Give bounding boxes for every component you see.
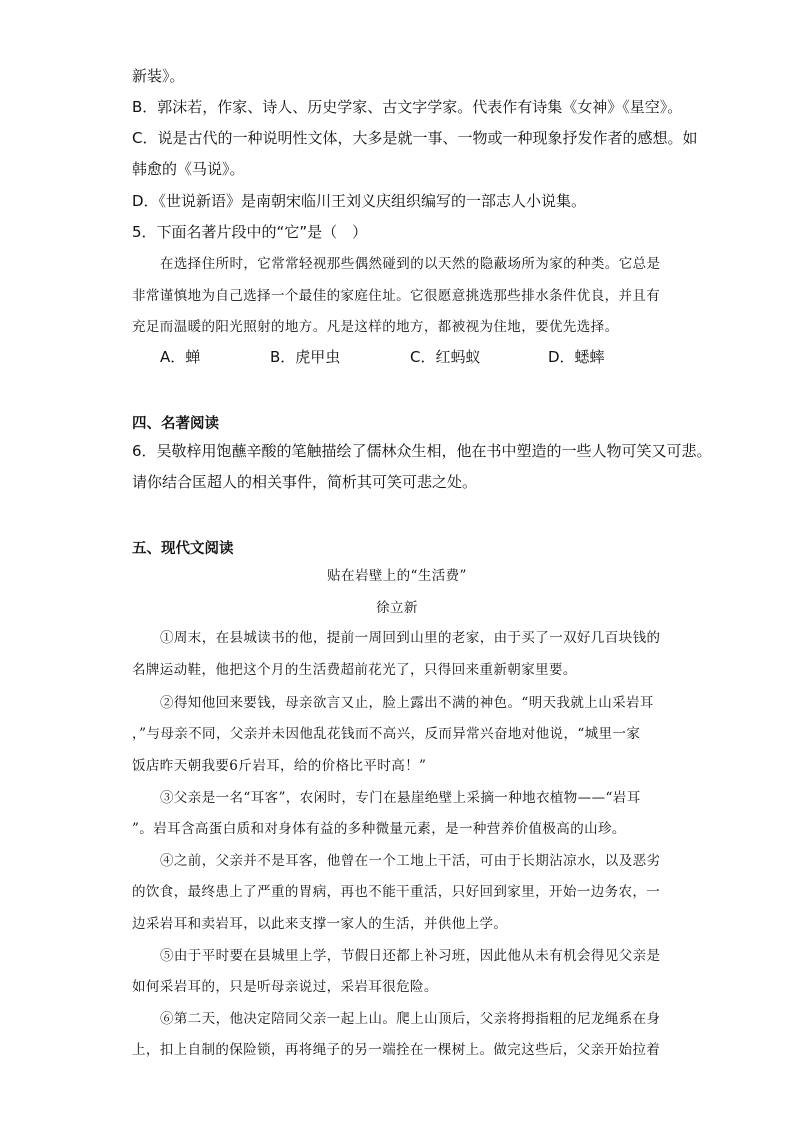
section-4-heading: 四、名著阅读 — [132, 416, 219, 432]
article-paragraph-line: ④之前，父亲并不是耳客，他曾在一个工地上干活，可由于长期沾凉水，以及恶劣 — [160, 853, 661, 869]
article-paragraph-line: 饭店昨天朝我要6斤岩耳，给的价格比平时高！” — [132, 758, 427, 774]
q5-passage-line-2: 非常谨慎地为自己选择一个最佳的家庭住址。它很愿意挑选那些排水条件优良，并且有 — [132, 288, 661, 304]
question-6-line-1: 6．吴敬梓用饱蘸辛酸的笔触描绘了儒林众生相，他在书中塑造的一些人物可笑又可悲。 — [132, 442, 712, 460]
article-paragraph-line: ②得知他回来要钱，母亲欲言又止，脸上露出不满的神色。“明天我就上山采岩耳 — [160, 695, 654, 711]
option-b: B．郭沫若，作家、诗人、历史学家、古文字学家。代表作有诗集《女神》《星空》。 — [132, 98, 683, 116]
article-title: 贴在岩壁上的“生活费” — [327, 568, 467, 584]
q5-options — [160, 346, 640, 368]
question-6-line-2: 请你结合匡超人的相关事件，简析其可笑可悲之处。 — [132, 473, 478, 491]
option-a-tail: 新装》。 — [132, 67, 185, 85]
option-d: D．《世说新语》是南朝宋临川王刘义庆组织编写的一部志人小说集。 — [132, 192, 587, 210]
article-paragraph-line: 名牌运动鞋，他把这个月的生活费超前花光了，只得回来重新朝家里要。 — [132, 662, 577, 678]
article-paragraph-line: ①周末，在县城读书的他，提前一周回到山里的老家，由于买了一双好几百块钱的 — [160, 630, 661, 646]
option-c-line-1: C．说是古代的一种说明性文体，大多是就一事、一物或一种现象抒发作者的感想。如 — [132, 129, 698, 147]
article-paragraph-line: 上，扣上自制的保险锁，再将绳子的另一端拴在一棵树上。做完这些后，父亲开始拉着 — [132, 1042, 661, 1058]
q5-option-c[interactable]: C．红蚂蚁 — [410, 348, 481, 366]
article-paragraph-line: ，”与母亲不同，父亲并未因他乱花钱而不高兴，反而异常兴奋地对他说，“城里一家 — [132, 726, 641, 742]
section-5-heading: 五、现代文阅读 — [132, 541, 234, 557]
question-5-stem: 5．下面名著片段中的“它”是（ ） — [132, 223, 368, 241]
article-author: 徐立新 — [376, 600, 418, 616]
q5-option-a[interactable]: A．蝉 — [160, 348, 201, 366]
article-paragraph-line: ”。岩耳含高蛋白质和对身体有益的多种微量元素，是一种营养价值极高的山珍。 — [132, 821, 626, 837]
q5-passage-line-3: 充足而温暖的阳光照射的地方。凡是这样的地方，都被视为住地，要优先选择。 — [132, 319, 619, 335]
article-paragraph-line: ⑤由于平时要在县城里上学，节假日还都上补习班，因此他从未有机会得见父亲是 — [160, 948, 661, 964]
q5-option-b[interactable]: B．虎甲虫 — [270, 348, 341, 366]
article-paragraph-line: 边采岩耳和卖岩耳，以此来支撑一家人的生活，并供他上学。 — [132, 916, 508, 932]
article-paragraph-line: ③父亲是一名“耳客”，农闲时，专门在悬崖绝壁上采摘一种地衣植物——“岩耳 — [160, 790, 641, 806]
option-c-line-2: 韩愈的《马说》。 — [132, 160, 245, 178]
article-paragraph-line: ⑥第二天，他决定陪同父亲一起上山。爬上山顶后，父亲将拇指粗的尼龙绳系在身 — [160, 1011, 661, 1027]
q5-option-d[interactable]: D．蟋蟀 — [548, 348, 605, 366]
article-paragraph-line: 的饮食，最终患上了严重的胃病，再也不能干重活，只好回到家里，开始一边务农，一 — [132, 884, 661, 900]
q5-passage-line-1: 在选择住所时，它常常轻视那些偶然碰到的以天然的隐蔽场所为家的种类。它总是 — [160, 256, 661, 272]
article-paragraph-line: 如何采岩耳的，只是听母亲说过，采岩耳很危险。 — [132, 979, 438, 995]
